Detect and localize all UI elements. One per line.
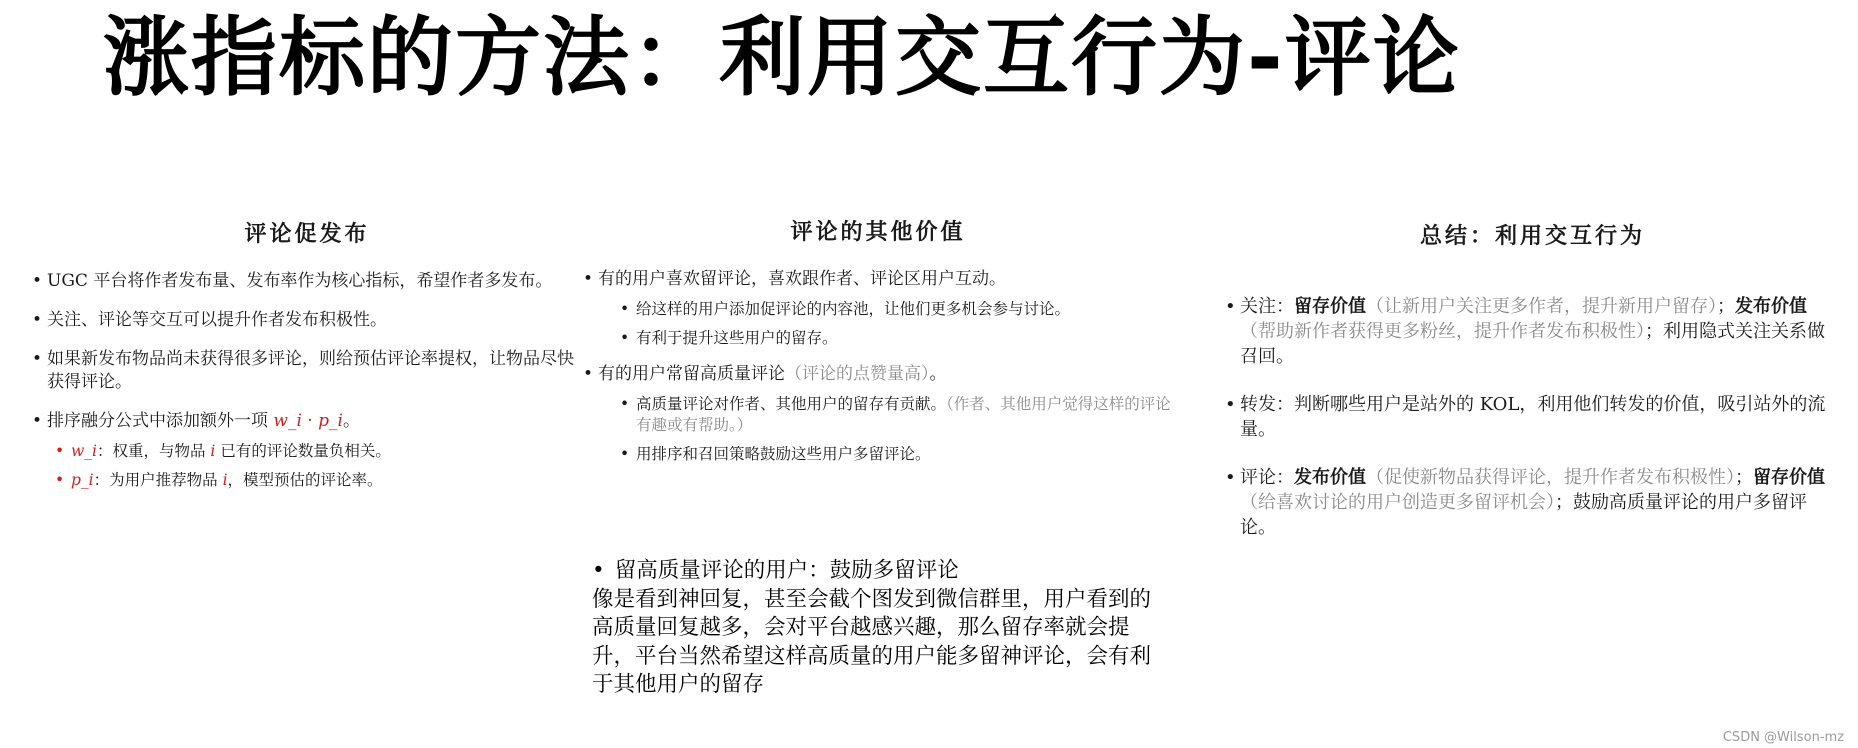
list-item: • 如果新发布物品尚未获得很多评论，则给预估评论率提权，让物品尽快获得评论。 xyxy=(32,348,582,394)
sub-list-item: • 高质量评论对作者、其他用户的留存有贡献。（作者、其他用户觉得这样的评论有趣或有帮助。） xyxy=(618,394,1173,436)
column-summary xyxy=(1225,219,1840,563)
sub-list-item: • 有利于提升这些用户的留存。 xyxy=(618,328,1173,349)
note-text xyxy=(592,557,1152,700)
note-body: 像是看到神回复，甚至会截个图发到微信群里，用户看到的高质量回复越多，会对平台越感兴趣，那么留存率就会提升，平台当然希望这样高质量的用户能多留神评论，会有利于其他用户的留存 xyxy=(592,586,1152,697)
sub-list-item: • 给这样的用户添加促评论的内容池，让他们更多机会参与讨论。 xyxy=(618,299,1173,320)
page-title: 涨指标的方法：利用交互行为-评论 xyxy=(103,8,1461,108)
watermark: CSDN @Wilson-mz xyxy=(1722,730,1844,745)
list-item: • 关注：留存价值（让新用户关注更多作者，提升新用户留存）；发布价值（帮助新作者获得更多粉丝，提升作者发布积极性）；利用隐式关注关系做召回。 xyxy=(1225,294,1840,369)
note-heading: • 留高质量评论的用户：鼓励多留评论 xyxy=(592,558,959,583)
list-item: • 关注、评论等交互可以提升作者发布积极性。 xyxy=(32,309,582,332)
list-item: • 有的用户常留高质量评论（评论的点赞量高）。 • 高质量评论对作者、其他用户的留存有贡献。（作者、其他用户觉得这样的评论有趣或有帮助。） • 用排序和召回策略鼓励这些用户多留评论。 xyxy=(583,363,1173,465)
column-comments-promote-publishing xyxy=(32,217,582,491)
list-item: • 评论：发布价值（促使新物品获得评论，提升作者发布积极性）；留存价值（给喜欢讨论的用户创造更多留评机会）；鼓励高质量评论的用户多留评论。 xyxy=(1225,465,1840,540)
column-heading: 评论促发布 xyxy=(244,221,370,247)
column-heading: 总结：利用交互行为 xyxy=(1419,223,1645,249)
list-item: • UGC 平台将作者发布量、发布率作为核心指标，希望作者多发布。 xyxy=(32,270,582,293)
list-item: • 排序融分公式中添加额外一项 w_i · p_i。 • w_i：权重，与物品 i 已有的评论数量负相关。 • p_i：为用户推荐物品 i，模型预估的评论率。 xyxy=(32,410,582,491)
formula: w_i · p_i xyxy=(273,411,343,431)
column-heading: 评论的其他价值 xyxy=(790,219,966,245)
note-bullet: • xyxy=(592,558,605,583)
sub-list-item: • 用排序和召回策略鼓励这些用户多留评论。 xyxy=(618,444,1173,465)
sub-list-item: • p_i：为用户推荐物品 i，模型预估的评论率。 xyxy=(53,470,582,491)
column-other-value-of-comments xyxy=(583,215,1173,481)
sub-list-item: • w_i：权重，与物品 i 已有的评论数量负相关。 xyxy=(53,441,582,462)
list-item: • 转发：判断哪些用户是站外的 KOL，利用他们转发的价值，吸引站外的流量。 xyxy=(1225,392,1840,442)
list-item: • 有的用户喜欢留评论，喜欢跟作者、评论区用户互动。 • 给这样的用户添加促评论的内容池，让他们更多机会参与讨论。 • 有利于提升这些用户的留存。 xyxy=(583,268,1173,349)
